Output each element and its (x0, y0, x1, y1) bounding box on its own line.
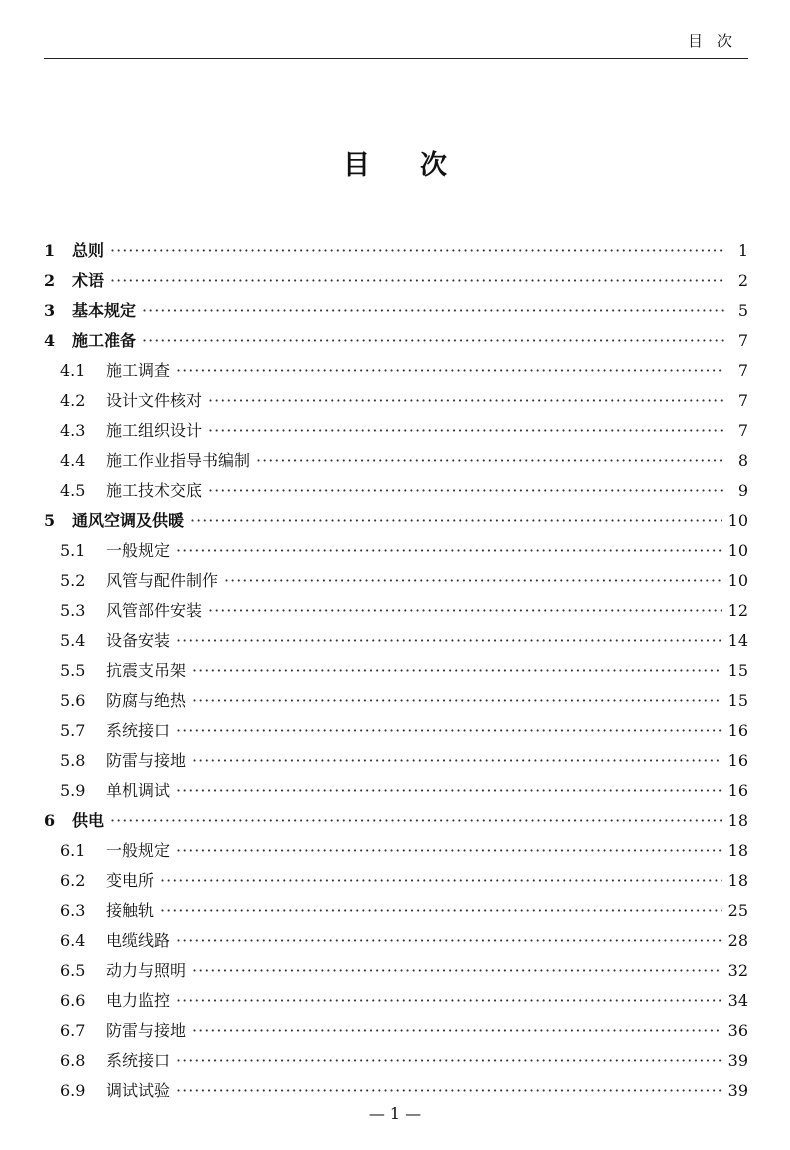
toc-entry-title: 接触轨 (106, 901, 155, 920)
toc-entry-number: 1 (44, 241, 56, 260)
toc-entry[interactable] (44, 536, 748, 566)
toc-entry[interactable] (44, 986, 748, 1016)
toc-entry-title: 基本规定 (72, 301, 137, 320)
toc-entry[interactable] (44, 326, 748, 356)
toc-entry-number: 5.2 (60, 571, 86, 590)
toc-entry-number: 6.6 (60, 991, 86, 1010)
toc-entry[interactable] (44, 596, 748, 626)
toc-entry-title: 施工准备 (72, 331, 137, 350)
toc-entry-number: 2 (44, 271, 56, 290)
toc-entry-number: 6.9 (60, 1081, 86, 1100)
header-rule (44, 58, 748, 59)
toc-entry-page: 18 (727, 841, 748, 860)
toc-leader-dots (208, 596, 722, 626)
toc-leader-dots (176, 836, 722, 866)
toc-entry-page: 10 (727, 541, 748, 560)
toc-entry-title: 系统接口 (106, 721, 171, 740)
toc-leader-dots (192, 656, 722, 686)
toc-leader-dots (110, 266, 724, 296)
toc-entry-title: 一般规定 (106, 541, 171, 560)
toc-entry-page: 10 (727, 511, 748, 530)
toc-entry-number: 6.7 (60, 1021, 86, 1040)
toc-entry-page: 16 (727, 781, 748, 800)
toc-entry-number: 6.1 (60, 841, 86, 860)
toc-entry[interactable] (44, 716, 748, 746)
toc-entry[interactable] (44, 626, 748, 656)
toc-entry-number: 4.4 (60, 451, 86, 470)
toc-entry-number: 3 (44, 301, 56, 320)
toc-entry-title: 总则 (72, 241, 105, 260)
toc-entry-number: 4.3 (60, 421, 86, 440)
toc-entry-title: 变电所 (106, 871, 155, 890)
toc-leader-dots (142, 296, 724, 326)
toc-entry-number: 6.4 (60, 931, 86, 950)
toc-entry[interactable] (44, 506, 748, 536)
toc-entry-number: 6.5 (60, 961, 86, 980)
toc-leader-dots (192, 746, 722, 776)
toc-entry-page: 39 (727, 1081, 748, 1100)
toc-entry-page: 7 (737, 361, 748, 380)
toc-leader-dots (176, 1076, 722, 1106)
toc-leader-dots (176, 356, 724, 386)
toc-entry-title: 术语 (72, 271, 105, 290)
toc-entry-title: 动力与照明 (106, 961, 187, 980)
toc-entry[interactable] (44, 746, 748, 776)
toc-leader-dots (256, 446, 724, 476)
toc-entry[interactable] (44, 686, 748, 716)
toc-entry-number: 5.5 (60, 661, 86, 680)
toc-entry[interactable] (44, 1016, 748, 1046)
toc-entry-page: 16 (727, 751, 748, 770)
toc-entry-page: 9 (737, 481, 748, 500)
toc-entry-number: 4.2 (60, 391, 86, 410)
toc-entry-number: 5.7 (60, 721, 86, 740)
toc-entry-page: 32 (727, 961, 748, 980)
toc-entry-title: 抗震支吊架 (106, 661, 187, 680)
toc-entry-page: 18 (727, 811, 748, 830)
toc-entry-number: 6 (44, 811, 56, 830)
toc-entry-title: 供电 (72, 811, 105, 830)
toc-leader-dots (142, 326, 724, 356)
toc-entry-page: 16 (727, 721, 748, 740)
toc-entry[interactable] (44, 476, 748, 506)
toc-entry-number: 4.5 (60, 481, 86, 500)
toc-entry[interactable] (44, 1076, 748, 1106)
toc-entry-title: 防腐与绝热 (106, 691, 187, 710)
toc-entry-page: 2 (737, 271, 748, 290)
toc-entry[interactable] (44, 1046, 748, 1076)
toc-leader-dots (190, 506, 722, 536)
running-header: 目次 (687, 32, 746, 50)
toc-leader-dots (110, 806, 722, 836)
toc-entry-page: 34 (727, 991, 748, 1010)
toc-entry-page: 7 (737, 331, 748, 350)
toc-entry[interactable] (44, 836, 748, 866)
toc-leader-dots (110, 236, 724, 266)
toc-entry-number: 6.8 (60, 1051, 86, 1070)
toc-leader-dots (176, 926, 722, 956)
table-of-contents (44, 236, 748, 1106)
toc-entry[interactable] (44, 296, 748, 326)
toc-entry-number: 5.3 (60, 601, 86, 620)
toc-entry[interactable] (44, 566, 748, 596)
toc-entry-page: 36 (727, 1021, 748, 1040)
toc-entry-title: 电力监控 (106, 991, 171, 1010)
toc-entry-page: 7 (737, 421, 748, 440)
toc-entry-title: 系统接口 (106, 1051, 171, 1070)
toc-entry-page: 25 (727, 901, 748, 920)
toc-leader-dots (160, 866, 722, 896)
toc-entry-title: 一般规定 (106, 841, 171, 860)
toc-entry-title: 设计文件核对 (106, 391, 203, 410)
toc-leader-dots (176, 986, 722, 1016)
toc-entry-page: 18 (727, 871, 748, 890)
toc-entry[interactable] (44, 896, 748, 926)
toc-entry-title: 施工技术交底 (106, 481, 203, 500)
toc-entry-title: 施工作业指导书编制 (106, 451, 251, 470)
toc-leader-dots (208, 476, 724, 506)
toc-entry-number: 4 (44, 331, 56, 350)
toc-leader-dots (208, 416, 724, 446)
toc-entry-number: 5.1 (60, 541, 86, 560)
toc-entry[interactable] (44, 656, 748, 686)
toc-entry-title: 调试试验 (106, 1081, 171, 1100)
toc-entry-number: 4.1 (60, 361, 86, 380)
toc-entry-title: 防雷与接地 (106, 751, 187, 770)
toc-entry[interactable] (44, 926, 748, 956)
page-number: — 1 — (368, 1104, 422, 1123)
toc-entry-page: 39 (727, 1051, 748, 1070)
toc-entry-number: 5.8 (60, 751, 86, 770)
toc-entry[interactable] (44, 386, 748, 416)
toc-entry-page: 1 (737, 241, 748, 260)
toc-entry-page: 7 (737, 391, 748, 410)
toc-entry-title: 防雷与接地 (106, 1021, 187, 1040)
toc-entry[interactable] (44, 236, 748, 266)
toc-entry-page: 28 (727, 931, 748, 950)
toc-entry-title: 单机调试 (106, 781, 171, 800)
toc-entry-page: 8 (737, 451, 748, 470)
toc-leader-dots (176, 716, 722, 746)
toc-entry-title: 电缆线路 (106, 931, 171, 950)
toc-entry[interactable] (44, 776, 748, 806)
toc-entry[interactable] (44, 446, 748, 476)
toc-entry-page: 5 (737, 301, 748, 320)
toc-entry[interactable] (44, 956, 748, 986)
toc-leader-dots (160, 896, 722, 926)
toc-entry[interactable] (44, 356, 748, 386)
toc-entry-page: 14 (727, 631, 748, 650)
toc-entry-page: 10 (727, 571, 748, 590)
toc-entry[interactable] (44, 416, 748, 446)
toc-leader-dots (176, 1046, 722, 1076)
toc-entry-page: 15 (727, 661, 748, 680)
toc-entry-number: 6.2 (60, 871, 86, 890)
toc-entry-title: 施工调查 (106, 361, 171, 380)
toc-entry-title: 风管部件安装 (106, 601, 203, 620)
toc-leader-dots (176, 626, 722, 656)
toc-entry-number: 5.6 (60, 691, 86, 710)
toc-entry[interactable] (44, 266, 748, 296)
toc-leader-dots (192, 686, 722, 716)
toc-entry-page: 15 (727, 691, 748, 710)
toc-entry-number: 5.9 (60, 781, 86, 800)
toc-entry-title: 施工组织设计 (106, 421, 203, 440)
toc-entry-title: 风管与配件制作 (106, 571, 219, 590)
toc-entry[interactable] (44, 806, 748, 836)
toc-leader-dots (192, 956, 722, 986)
toc-entry-number: 6.3 (60, 901, 86, 920)
toc-leader-dots (192, 1016, 722, 1046)
toc-leader-dots (208, 386, 724, 416)
toc-leader-dots (224, 566, 722, 596)
toc-entry-title: 通风空调及供暖 (72, 511, 185, 530)
toc-entry-number: 5.4 (60, 631, 86, 650)
toc-entry-page: 12 (727, 601, 748, 620)
toc-leader-dots (176, 776, 722, 806)
page-title: 目次 (343, 150, 497, 181)
toc-entry-title: 设备安装 (106, 631, 171, 650)
toc-entry-number: 5 (44, 511, 56, 530)
toc-entry[interactable] (44, 866, 748, 896)
toc-leader-dots (176, 536, 722, 566)
